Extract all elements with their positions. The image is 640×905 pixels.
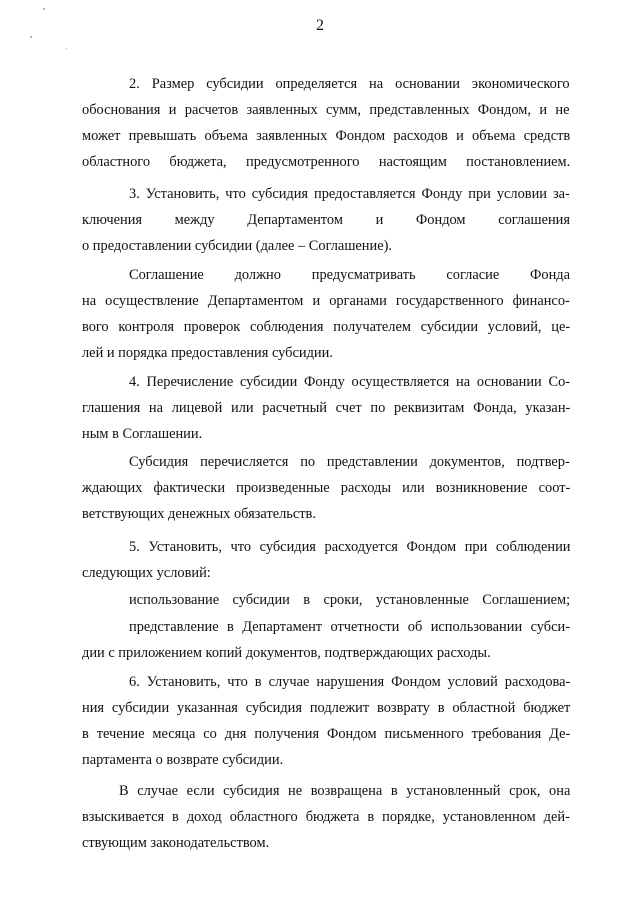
text-line: обоснования и расчетов заявленных сумм, представленных Фондом, и не [82, 102, 570, 118]
text-line-justified [82, 207, 570, 233]
text-line: глашения на лицевой или расчетный счет по реквизитам Фонда, указан- [82, 400, 571, 416]
word: предусматривать [311, 267, 416, 283]
text-line: дии с приложением копий документов, подтверждающих расходы. [82, 645, 491, 661]
text-line: ждающих фактически произведенные расходы или возникновение соот- [82, 480, 571, 496]
word: ключения [82, 212, 143, 228]
text-line: ствующим законодательством. [82, 835, 270, 851]
word: Департаментом [247, 212, 343, 228]
page-number: 2 [316, 17, 324, 34]
text-line: вого контроля проверок соблюдения получателем субсидии условий, це- [82, 319, 571, 335]
text-line: взыскивается в доход областного бюджета в порядке, установленном дей- [82, 809, 570, 825]
word: Фондом [415, 212, 466, 228]
text-line: 2. Размер субсидии определяется на основании экономического [129, 76, 570, 92]
text-line: партамента о возврате субсидии. [82, 752, 284, 768]
text-line: на осуществление Департаментом и органами государственного финансо- [82, 293, 570, 309]
text-line: 6. Установить, что в случае нарушения Фондом условий расходова- [129, 674, 571, 690]
text-line: в течение месяца со дня получения Фондом письменного требования Де- [82, 726, 571, 742]
word: между [174, 212, 215, 228]
text-line: представление в Департамент отчетности об использовании субси- [129, 619, 570, 635]
scan-speck [30, 36, 32, 38]
text-line-justified [129, 262, 570, 288]
text-line: 5. Установить, что субсидия расходуется Фондом при соблюдении [129, 539, 571, 555]
word: Фонда [530, 267, 570, 283]
text-line: Субсидия перечисляется по представлении документов, подтвер- [129, 454, 570, 470]
text-line: В случае если субсидия не возвращена в установленный срок, она [119, 783, 571, 799]
text-line: о предоставлении субсидии (далее – Соглашение). [82, 238, 392, 254]
text-line: ветствующих денежных обязательств. [82, 506, 316, 522]
text-line: областного бюджета, предусмотренного настоящим постановлением. [82, 154, 571, 170]
text-line: может превышать объема заявленных Фондом расходов и объема средств [82, 128, 571, 144]
word: Соглашение [129, 267, 204, 283]
text-line: лей и порядка предоставления субсидии. [82, 345, 333, 361]
text-line: следующих условий: [82, 565, 211, 581]
text-line: ным в Соглашении. [82, 426, 203, 442]
word: согласие [446, 267, 500, 283]
word: и [375, 212, 384, 228]
text-line: использование субсидии в сроки, установленные Соглашением; [129, 592, 571, 608]
word: должно [234, 267, 281, 283]
text-line: ния субсидии указанная субсидия подлежит возврату в областной бюджет [82, 700, 571, 716]
scan-speck [66, 48, 67, 49]
word: соглашения [498, 212, 570, 228]
text-line: 3. Установить, что субсидия предоставляется Фонду при условии за- [129, 186, 570, 202]
text-line: 4. Перечисление субсидии Фонду осуществляется на основании Со- [129, 374, 571, 390]
scan-speck [43, 8, 45, 10]
